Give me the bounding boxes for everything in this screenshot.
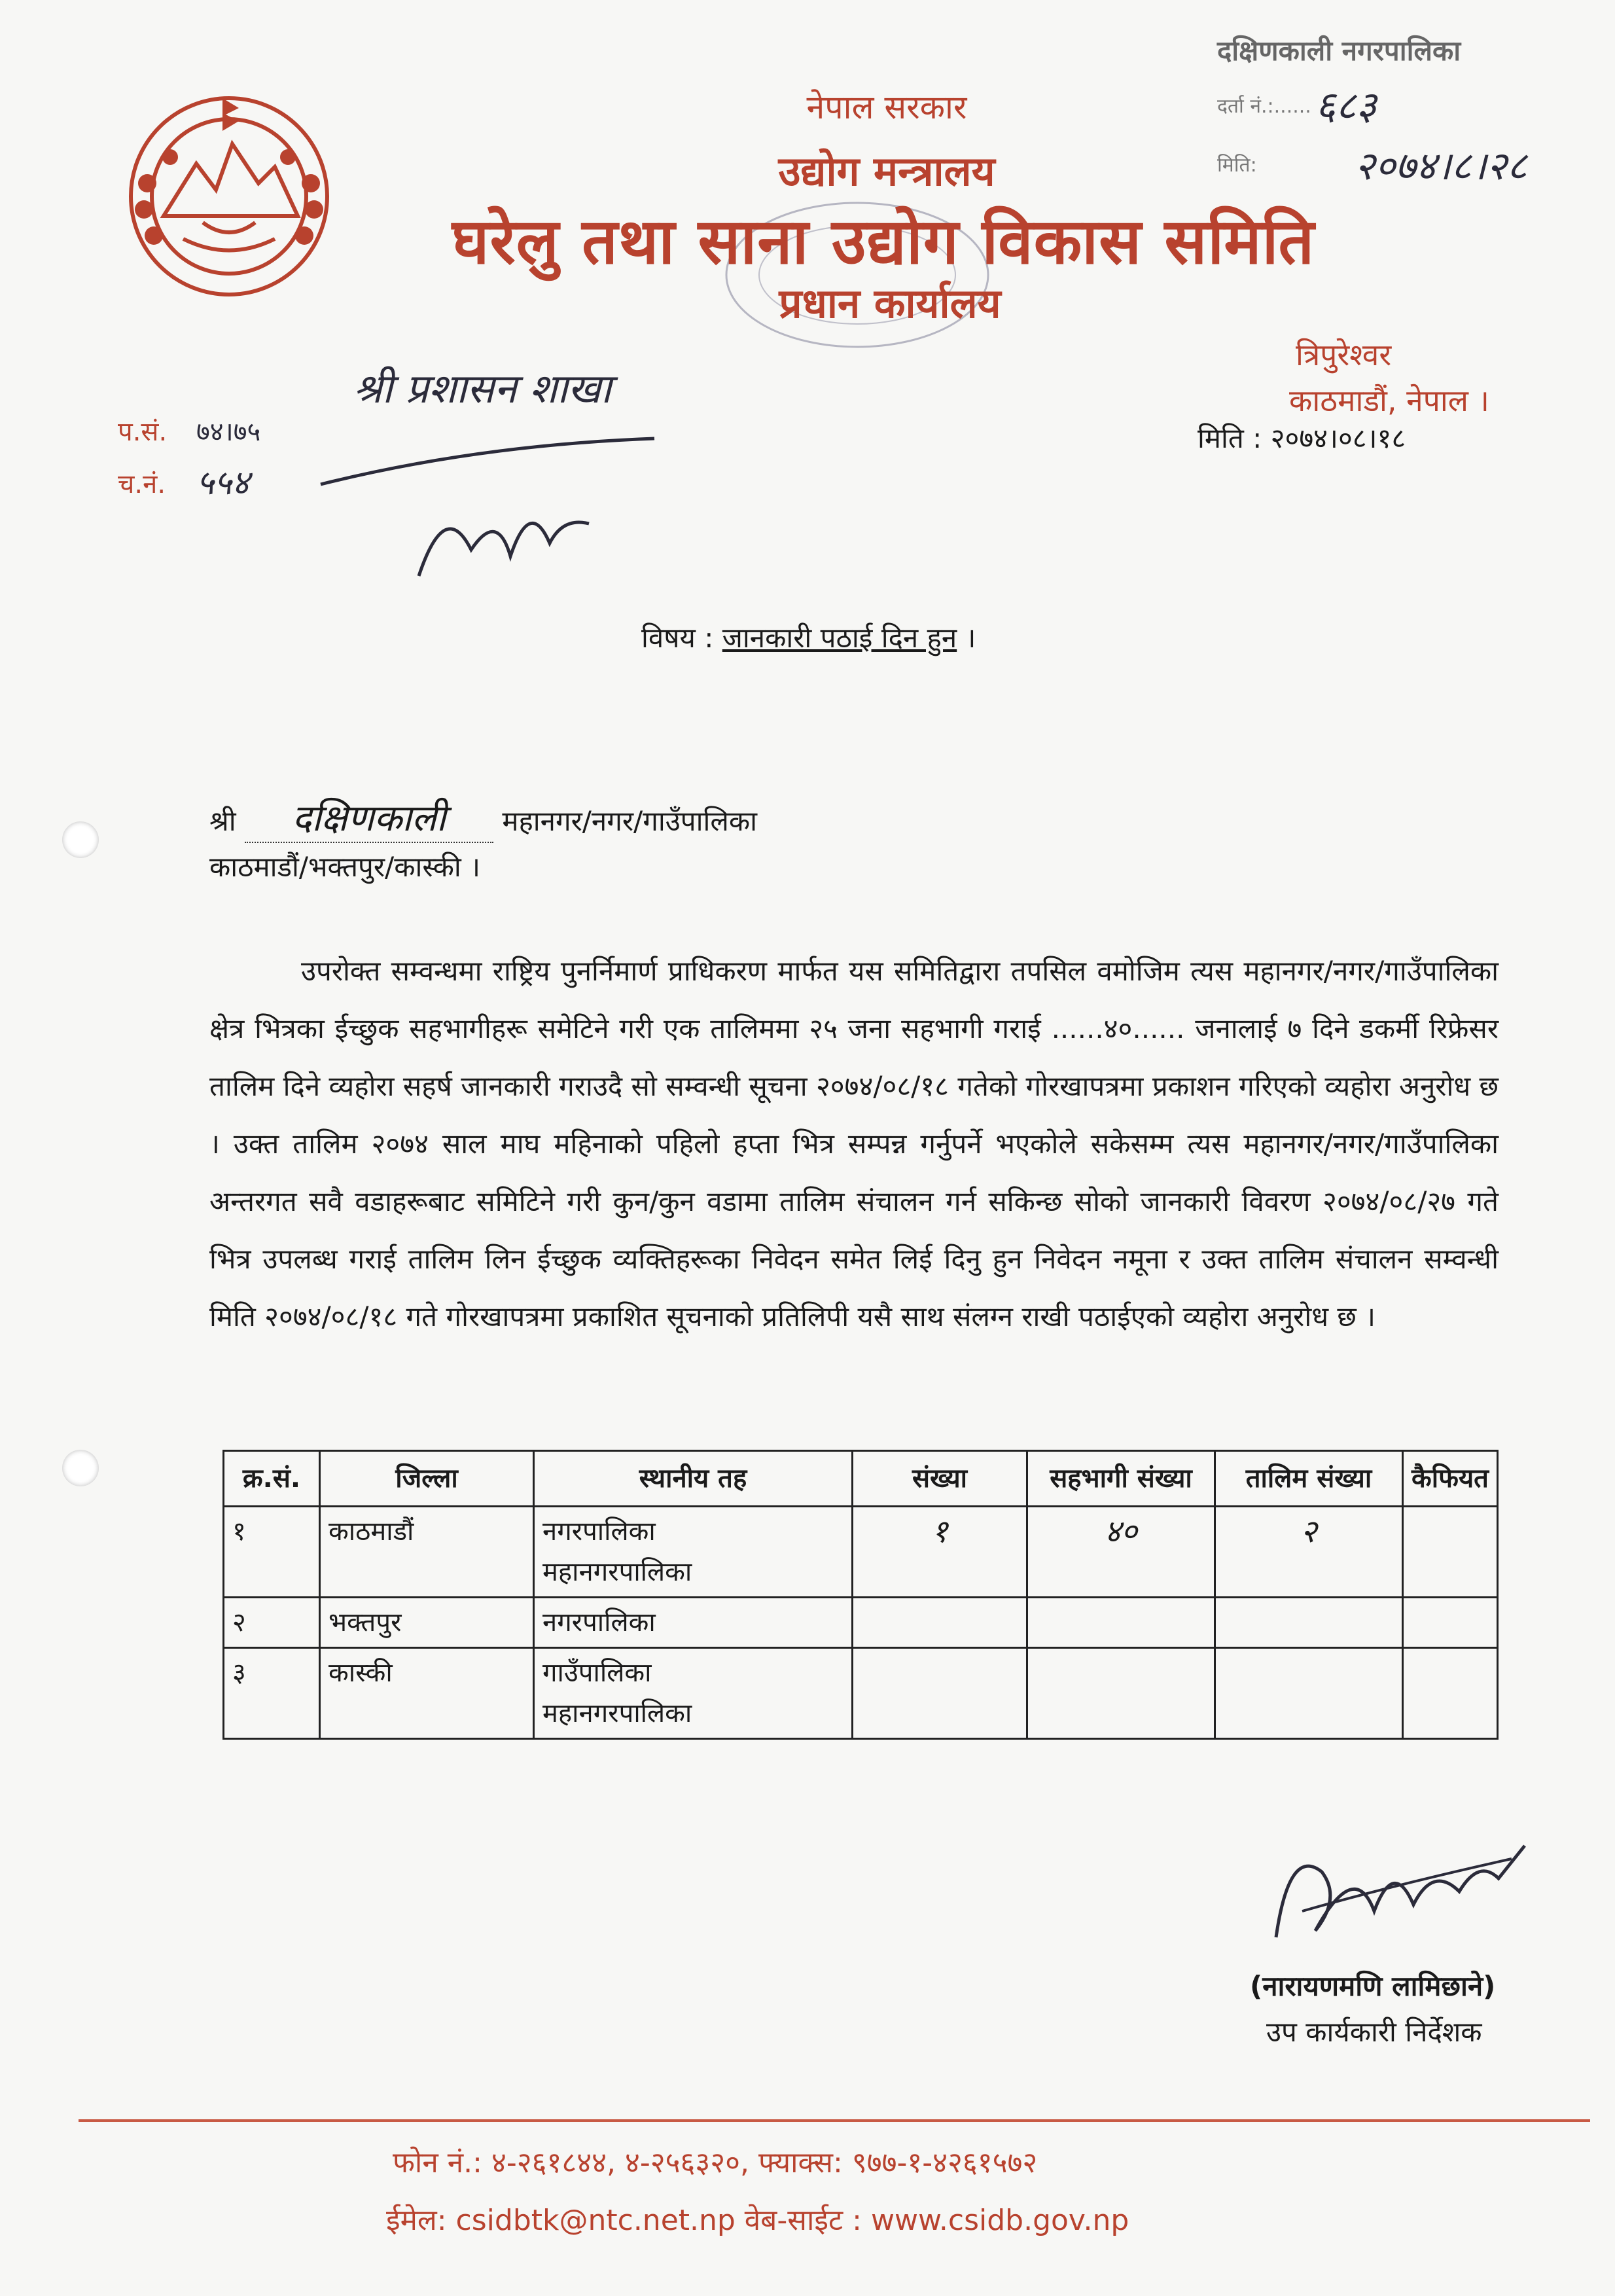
reference-ps-value: ७४।७५ (196, 417, 261, 447)
signatory-title: उप कार्यकारी निर्देशक (1266, 2016, 1482, 2048)
cell-trainings (1215, 1648, 1403, 1739)
header-sn: क्र.सं. (224, 1451, 320, 1507)
footer-divider (79, 2119, 1590, 2122)
location-line-2: काठमाडौं, नेपाल । (1289, 383, 1489, 418)
location-line-1: त्रिपुरेश्वर (1296, 337, 1392, 372)
header-count: संख्या (853, 1451, 1027, 1507)
footer-contact-phone: फोन नं.: ४-२६१८४४, ४-२५६३२०, फ्याक्स: ९७७-१-४२६१५७२ (393, 2146, 1038, 2179)
subject-label: विषय : (641, 622, 714, 654)
table-row (224, 1648, 1498, 1739)
letter-body: उपरोक्त सम्वन्धमा राष्ट्रिय पुनर्निमार्ण प्राधिकरण मार्फत यस समितिद्वारा तपसिल वमोजिम त्यस महानगर/नगर/गाउँपालिका क्षेत्र भित्रका ईच्छुक सहभागीहरू समेटिने गरी एक तालिममा २५ जना सहभागी गराई ......४०...... जनालाई ७ दिने डकर्मी रिफ्रेसर तालिम दिने व्यहोरा सहर्ष जानकारी गराउदै सो सम्वन्धी सूचना २०७४/०८/१८ गतेको गोरखापत्रमा प्रकाशन गरिएको व्यहोरा अनुरोध छ । उक्त तालिम २०७४ साल माघ महिनाको पहिलो हप्ता भित्र सम्पन्न गर्नुपर्ने भएकोले सकेसम्म त्यस महानगर/नगर/गाउँपालिका अन्तरगत सवै वडाहरूबाट समिटिने गरी कुन/कुन वडामा तालिम संचालन गर्न सकिन्छ सोको जानकारी विवरण २०७४/०८/२७ गते भित्र उपलब्ध गराई तालिम लिन ईच्छुक व्यक्तिहरूका निवेदन समेत लिई दिनु हुन निवेदन नमूना र उक्त तालिम संचालन सम्वन्धी मिति २०७४/०८/१८ गते गोरखापत्रमा प्रकाशित सूचनाको प्रतिलिपी यसै साथ संलग्न राखी पठाईएको व्यहोरा अनुरोध छ । (209, 955, 1499, 1333)
addressee-prefix: श्री (209, 805, 236, 837)
cell-trainings (1215, 1598, 1403, 1648)
footer-contact-email: ईमेल: csidbtk@ntc.net.np वेब-साईट : www.csidb.gov.np (386, 2204, 1129, 2237)
cell-count (853, 1648, 1027, 1739)
subject-line (641, 619, 976, 656)
cell-district: काठमाडौं (320, 1507, 534, 1598)
cell-local-level (534, 1648, 853, 1739)
header-local-level: स्थानीय तह (534, 1451, 853, 1507)
cell-remarks (1403, 1648, 1498, 1739)
table-row (224, 1598, 1498, 1648)
local-level-2: महानगरपालिका (542, 1557, 692, 1587)
addressee-filled-name: दक्षिणकाली (245, 792, 493, 843)
local-level-1: नगरपालिका (542, 1607, 656, 1638)
cell-remarks (1403, 1507, 1498, 1598)
cell-district: कास्की (320, 1648, 534, 1739)
cell-sn: १ (224, 1507, 320, 1598)
punch-hole-bottom (62, 1450, 99, 1486)
addressee-districts: काठमाडौं/भक्तपुर/कास्की । (209, 851, 481, 883)
header-participants: सहभागी संख्या (1027, 1451, 1215, 1507)
organization-name: घरेलु तथा साना उद्योग विकास समिति (452, 205, 1315, 278)
reference-cn-label: च.नं. (118, 469, 166, 499)
header-trainings: तालिम संख्या (1215, 1451, 1403, 1507)
receipt-date-value: २०७४।८।२८ (1355, 143, 1527, 189)
cell-sn: २ (224, 1598, 320, 1648)
signatory-name: (नारायणमणि लामिछाने) (1250, 1970, 1496, 2002)
receipt-stamp-office: दक्षिणकाली नगरपालिका (1217, 35, 1461, 67)
cell-participants (1027, 1648, 1215, 1739)
receipt-reg-label: दर्ता नं.:...... (1217, 95, 1311, 118)
cell-sn: ३ (224, 1648, 320, 1739)
addressee-suffix: महानगर/नगर/गाउँपालिका (502, 805, 757, 837)
cell-count (853, 1598, 1027, 1648)
cell-local-level (534, 1598, 853, 1648)
local-level-2: महानगरपालिका (542, 1698, 692, 1729)
cell-participants (1027, 1598, 1215, 1648)
receipt-date-label: मिति: (1217, 154, 1257, 177)
table-row (224, 1507, 1498, 1598)
header-remarks: कैफियत (1403, 1451, 1498, 1507)
subject-end: । (957, 622, 976, 654)
cell-remarks (1403, 1598, 1498, 1648)
reference-cn-value: ५५४ (196, 463, 250, 503)
cell-participants: ४० (1027, 1507, 1215, 1598)
header-district: जिल्ला (320, 1451, 534, 1507)
nepal-emblem (118, 85, 340, 308)
subject-text: जानकारी पठाई दिन हुन (722, 622, 957, 654)
receipt-reg-value: ६८३ (1315, 83, 1377, 129)
punch-hole-top (62, 821, 99, 858)
government-name: नेपाल सरकार (806, 88, 967, 126)
handwritten-underline-mark (314, 419, 681, 602)
addressee-line (209, 792, 757, 843)
cell-trainings: २ (1215, 1507, 1403, 1598)
training-table (222, 1450, 1499, 1740)
reference-ps-label: प.सं. (118, 417, 168, 447)
handwritten-signature (1263, 1820, 1538, 1964)
office-name: प्रधान कार्यालय (779, 279, 1001, 327)
cell-local-level (534, 1507, 853, 1598)
local-level-1: नगरपालिका (542, 1516, 656, 1547)
cell-count: १ (853, 1507, 1027, 1598)
cell-district: भक्तपुर (320, 1598, 534, 1648)
ministry-name: उद्योग मन्त्रालय (778, 147, 995, 195)
local-level-1: गाउँपालिका (542, 1658, 652, 1688)
table-header-row (224, 1451, 1498, 1507)
letter-date: मिति : २०७४।०८।१८ (1198, 422, 1406, 454)
handwritten-forwarding-note: श्री प्रशासन शाखा (353, 365, 612, 412)
